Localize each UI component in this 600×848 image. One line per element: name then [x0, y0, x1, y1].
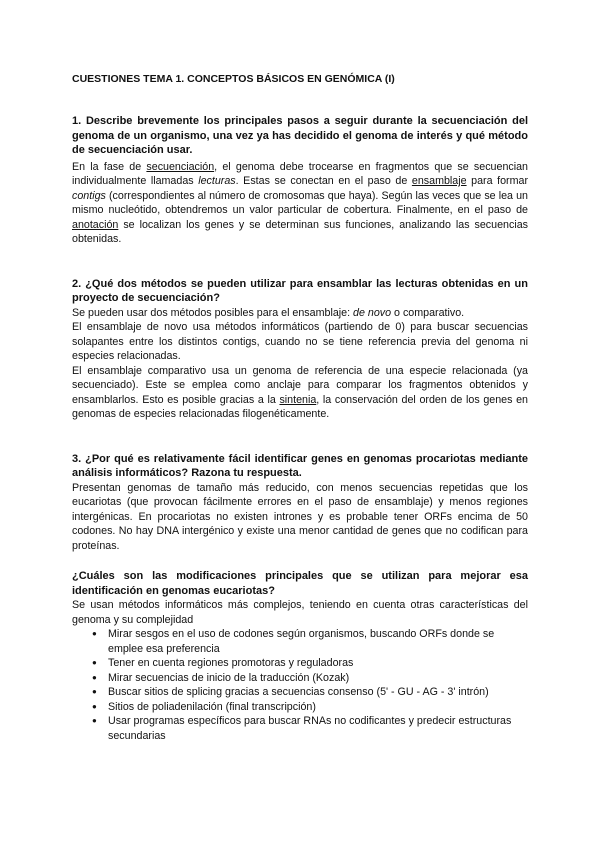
document-title: CUESTIONES TEMA 1. CONCEPTOS BÁSICOS EN GENÓMICA (I)	[72, 73, 395, 85]
term-secuenciacion: secuenciación	[146, 160, 215, 173]
answer-2-comparativo: El ensamblaje comparativo usa un genoma de referencia de una especie relacionada (ya secuenciado). Este se emplea como anclaje para comparar los fragmentos obtenidos y ensamblarlos. Esto es posible gracias a la sintenia, la conservación del orden de los genes en genomas de especies relacionadas filogenéticamente.	[72, 364, 528, 420]
question-2: 2. ¿Qué dos métodos se pueden utilizar para ensamblar las lecturas obtenidas en un proyecto de secuenciación?	[72, 277, 528, 304]
list-item: ● Mirar sesgos en el uso de codones según organismos, buscando ORFs donde se emplee esa preferencia	[94, 627, 528, 656]
term-ensamblaje: ensamblaje	[411, 175, 467, 187]
question-1: 1. Describe brevemente los principales pasos a seguir durante la secuenciación del genoma de un organismo, una vez ya has decidido el genoma de interés y qué método de secuenciación usar.	[72, 115, 528, 156]
list-item: ● Buscar sitios de splicing gracias a secuencias consenso (5' - GU - AG - 3' intrón)	[94, 685, 528, 700]
term-sintenia: sintenia	[279, 393, 317, 406]
answer-1: En la fase de secuenciación, el genoma debe trocearse en fragmentos que se secuencian individualmente llamadas lecturas. Estas se conectan en el paso de ensamblaje para formar contigs (correspondientes al número de cromosomas que haya). Según las veces que se lea un mismo nucleótido, obtendremos un valor particular de cobertura. Finalmente, en el paso de anotación se localizan los genes y se determinan sus funciones, analizando las secuencias obtenidas.	[72, 160, 529, 245]
list-item: ● Mirar secuencias de inicio de la traducción (Kozak)	[94, 671, 528, 686]
list-item: ● Usar programas específicos para buscar RNAs no codificantes y predecir estructuras secundarias	[94, 714, 528, 743]
answer-3: Presentan genomas de tamaño más reducido, con menos secuencias repetidas que los eucariotas (que provocan fácilmente errores en el paso de ensamblaje) y menos regiones intergénicas. En procariotas no existen intrones y es probable tener ORFs encima de 50 codones. No hay DNA intergénico y existe una menor cantidad de genes que no codifican para proteínas.	[72, 481, 528, 552]
list-item: ● Tener en cuenta regiones promotoras y reguladoras	[94, 656, 528, 671]
answer-2-denovo: El ensamblaje de novo usa métodos informáticos (partiendo de 0) para buscar secuencias solapantes entre los distintos contigs, cuando no se tiene referencia previa del genoma ni especies relacionadas.	[72, 321, 528, 362]
answer-4-list	[72, 627, 528, 743]
term-de-novo: de novo	[353, 306, 392, 319]
answer-4-intro: Se usan métodos informáticos más complejos, teniendo en cuenta otras características del genoma y su complejidad	[72, 599, 528, 626]
answer-2-intro: Se pueden usar dos métodos posibles para el ensamblaje: de novo o comparativo.	[72, 306, 465, 319]
question-3: 3. ¿Por qué es relativamente fácil identificar genes en genomas procariotas mediante análisis informáticos? Razona tu respuesta.	[72, 452, 528, 479]
term-contigs: contigs	[72, 189, 106, 202]
question-4: ¿Cuáles son las modificaciones principales que se utilizan para mejorar esa identificación en genomas eucariotas?	[72, 570, 528, 597]
term-anotacion: anotación	[72, 218, 119, 231]
term-lecturas: lecturas	[198, 175, 236, 187]
list-item: ● Sitios de poliadenilación (final transcripción)	[94, 700, 528, 715]
